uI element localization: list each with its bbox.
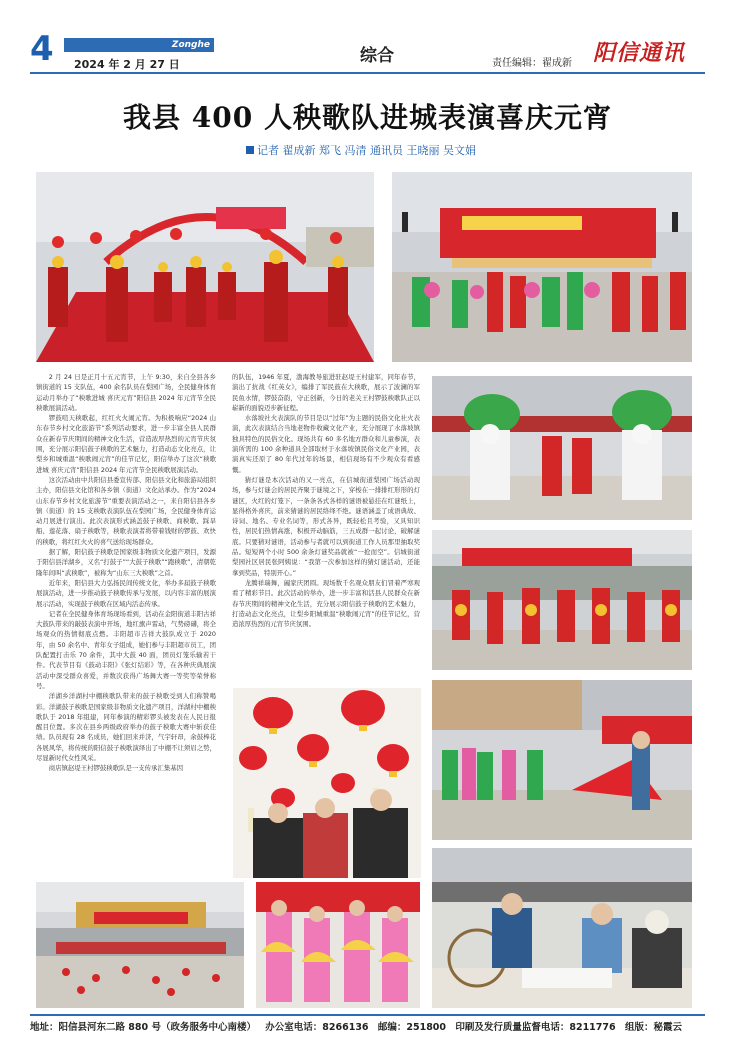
paragraph: 水落坡社火表演队的节目是以“过年”为主题的民俗文化社火表演，此次表演结合当地老物件收藏文化产业，充分展现了水落坡镇独具特色的民俗文化。现场共有 60 多名地方群众和儿童参演，表演所需的 100 余种道具全部取材于水落坡镇民俗文化产业园，表演真实还原了 80 年代过年的场景，相信现场有不少观众有看感慨。 xyxy=(232,414,420,474)
paragraph: 的队伍，1946 年夏，渤海教导旅进驻赵堤王村建军，同年春节，演出了抗战《红英女》，编排了军民鼓在大秧歌，展示了波澜的军民鱼水情，锣鼓奋韵，守正创新，今日的老关王村锣鼓秧歌队正以崭新的面貌迈步新征程。 xyxy=(232,373,420,412)
photo-plaza-overview xyxy=(36,882,244,1008)
paragraph: 这次活动由中共阳信县委宣传部、阳信县文化和旅游局组织主办，阳信县文化馆和各乡镇（街道）文化站承办。作为“2024 山东春节乡村文化旅游节”重要表演活动之一，来自阳信县各乡镇（街道）的 15 支秧歌表演队伍在梨园广场，全民健身体育运动月展进行演出。此次表演形式涵盖鼓子秧歌、商秧歌、踩旱船、莲花落、扇子秧歌等，秧歌表演者将带着钱财的锣鼓、欢快的秧歌，将红红火火的喜气送给现场群众。 xyxy=(36,475,216,546)
paragraph: 2 月 24 日是正月十五元宵节，上午 9:30，来自全县各乡镇街道的 15 支队伍，400 余名队员在梨园广场，全民健身体育运动月举办了“秧歌进城 喜庆元宵”阳信县 2024 年元宵节全民秧歌展演活动。 xyxy=(36,373,216,412)
newspaper-masthead-logo: 阳信通讯 xyxy=(593,40,686,66)
photo-lantern-riddles xyxy=(233,688,421,878)
paragraph: 记者在全民健身体育场现场看到，活动在金阳街道丰阳古祥大鼓队带来的敲鼓表演中开场，地红旗声雷动，气势磅礴，将全场观众的热情彻底点燃。丰阳超市吉祥大鼓队成立于 2020 年，由 50 余名中、青年女子组成，她们参与丰阳超市员工，团队配置打击乐 70 余件，其中大鼓 40 面，团员灯笼乐输若干件。代表节目有《鼓动丰阳》《张灯结彩》等，在各种庆典展演活动中深受群众喜爱，并数次获得广场舞大赛一等奖等荣誉称号。 xyxy=(36,609,216,690)
article-byline xyxy=(246,142,476,158)
footer-info xyxy=(30,1019,705,1033)
paragraph: 近年来，阳信县大力弘扬民间传统文化，举办多届鼓子秧歌展演活动，进一步推动鼓子秧歌传承与发展，以内容丰富的展演展示活动，实现鼓子秧歌在区域内活态传承。 xyxy=(36,578,216,608)
footer-divider xyxy=(30,1014,705,1016)
paragraph: 据了解，阳信鼓子秧歌是国家级非物质文化遗产项目，发源于阳信县洋湖乡，又名“打鼓子”“大鼓子秧歌”“跑秧歌”，清朝乾隆年间叫“武秧歌”，被称为“山东三大秧歌”之首。 xyxy=(36,548,216,577)
photo-stage-performance xyxy=(392,172,692,362)
section-english-name: Zonghe xyxy=(171,40,210,50)
paragraph: 龙腾祥瑞舞，阖家庆团圆。现场数千名观众朋友们冒着严寒观看了精彩节目。此次活动的举办，进一步丰富和活县人民群众在新春节庆期间的精神文化生活，充分展示阳信鼓子秧歌的艺术魅力，打造动态文化亮点，让梨乡阳城重温“秧歌闹元宵”的佳节记忆，营造浓厚热烈的元宵节庆氛围。 xyxy=(232,578,420,629)
section-title: 综合 xyxy=(360,46,394,66)
footer-address: 地址：阳信县河东二路 880 号（政务服务中心南楼） xyxy=(30,1022,256,1033)
article-headline: 我县 400 人秧歌队进城表演喜庆元宵 xyxy=(123,101,612,134)
photo-drum-yangko-team xyxy=(432,530,692,670)
byline-text: 记者 翟成新 郑飞 冯清 通讯员 王晓丽 吴文娟 xyxy=(257,144,476,157)
photo-lion-dancers xyxy=(432,376,692,520)
responsible-editor: 责任编辑：翟成新 xyxy=(492,58,572,69)
paragraph: 锣鼓喧天秧歌起，红红火火闹元宵。为积极响应“2024 山东春节乡村文化旅游节”系列活动要求，进一步丰富全县人民群众在新春节庆期间的精神文化生活，营造浓厚热烈的元宵节庆氛围，充分展示阳信鼓子秧歌的艺术魅力，打造动态文化亮点，让梨乡和城重温“秧歌闹元宵”的佳节记忆，阳信举办了这次“秧歌进城 喜庆元宵”阳信县 2024 年元宵节全民秧歌展演活动。 xyxy=(36,414,216,474)
paragraph: 洋湖乡洋湖村中棚秧歌队带来的鼓子秧歌受到人们称赞喝彩。洋湖鼓子秧歌是国家级非物质文化遗产项目，洋湖村中棚秧歌队于 2018 年组建，同年参演的精彩锣头被发表在人民日报醒目位置。多次在县乡两级政府举办的鼓子秧歌大赛中斩获佳绩。队员现有 28 名成员，她们回来并济，气宇轩昂，余鼓棒花各展风华，将传统的阳信鼓子秧歌演绎出了中棚不让须眉之势，尽显新时代女性风采。 xyxy=(36,692,216,762)
page-number: 4 xyxy=(30,29,54,69)
footer-office-phone: 办公室电话：8266136 xyxy=(265,1022,369,1033)
photo-yangko-dancers-arch xyxy=(36,172,374,362)
paragraph: 商店镇赵堤王村锣鼓秧歌队是一支传承汇集基因 xyxy=(48,764,183,773)
photo-fan-dancers xyxy=(256,882,420,1008)
header-divider xyxy=(30,72,705,74)
photo-folk-spinning-display xyxy=(432,848,692,1008)
section-bar xyxy=(64,38,214,52)
byline-square-icon xyxy=(246,146,254,154)
footer-postcode: 邮编：251800 xyxy=(377,1022,447,1033)
photo-boat-rowing-dance xyxy=(432,680,692,840)
footer-print-phone: 印刷及发行质量监督电话：8211776 xyxy=(455,1022,616,1033)
issue-date: 2024 年 2 月 27 日 xyxy=(74,58,180,71)
footer-layout-credit: 组版：秘霞云 xyxy=(624,1022,682,1033)
article-body-column-2 xyxy=(232,372,420,682)
article-body-column-1 xyxy=(36,372,216,880)
paragraph: 猜灯谜是本次活动的又一亮点，在信城街道梨园广场活动现场，参与灯谜会的居民齐聚于谜境之下，穿梭在一排排红形形的灯谜区，火红的灯笼下，一条条各式各样的谜语被悬挂在红谜纸上，显得格外喜庆，前来猜谜的居民络绎不绝。谜语涵盖了成语典故、诗词、地名、专业名词等，形式各异，既轻松且考验，又具知识性，居民们热情高涨，积极开动脑筋，三五成群一起讨论，破解谜底。只要猜对谜语，活动参与者就可以到街道工作人员那里抽取奖品。短短两个小时 500 余条灯谜奖品就被“一抢而空”。信城街道梨园社区居民张阿姨说：“我第一次参加这样的猜灯谜活动，还能拿到奖品，特别开心。” xyxy=(232,475,420,577)
